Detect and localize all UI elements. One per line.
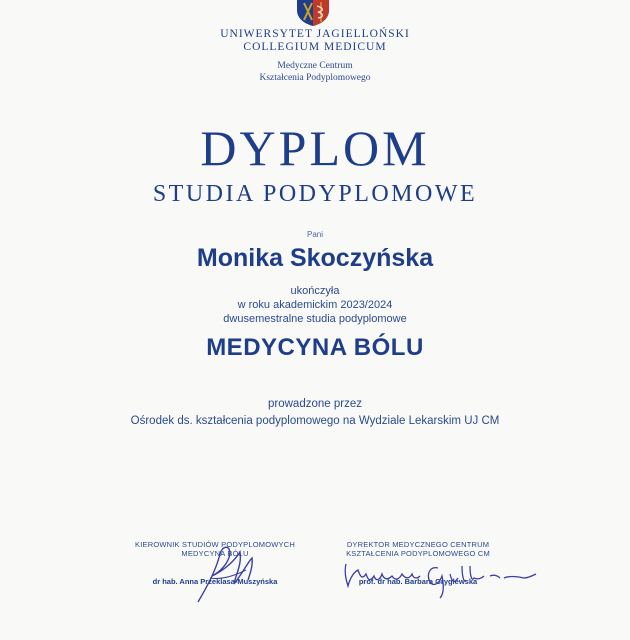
institution-name: Ośrodek ds. kształcenia podyplomowego na Wydziale Lekarskim UJ CM bbox=[130, 415, 500, 427]
study-type-text: dwusemestralne studia podyplomowe bbox=[223, 313, 407, 325]
completion-text: ukończyła bbox=[290, 285, 340, 297]
course-name: MEDYCYNA BÓLU bbox=[206, 334, 424, 361]
college-name: COLLEGIUM MEDICUM bbox=[243, 41, 387, 53]
diploma-subtitle: STUDIA PODYPLOMOWE bbox=[152, 181, 478, 207]
academic-year-text: w roku akademickim 2023/2024 bbox=[237, 299, 393, 311]
diploma-title: DYPLOM bbox=[200, 120, 430, 176]
signatory-title-line2: KSZTAŁCENIA PODYPLOMOWEGO CM bbox=[346, 549, 490, 558]
centre-name-line2: Kształcenia Podyplomowego bbox=[259, 73, 371, 83]
recipient-name: Monika Skoczyńska bbox=[196, 244, 434, 272]
handwritten-signature-left bbox=[190, 540, 270, 610]
signatory-name: dr hab. Anna Przeklasa-Muszyńska bbox=[152, 577, 278, 586]
handwritten-signature-right bbox=[340, 556, 540, 600]
university-name: UNIWERSYTET JAGIELLOŃSKI bbox=[220, 28, 410, 40]
university-crest-icon bbox=[293, 0, 333, 26]
signatory-title-line2: MEDYCYNA BÓLU bbox=[181, 549, 249, 558]
centre-name-line1: Medyczne Centrum bbox=[277, 61, 353, 71]
signatory-name: prof. dr hab. Barbara Gryglewska bbox=[358, 577, 478, 586]
salutation: Pani bbox=[306, 230, 323, 239]
signatory-title-line1: KIEROWNIK STUDIÓW PODYPLOMOWYCH bbox=[135, 540, 295, 549]
signatory-title-line1: DYREKTOR MEDYCZNEGO CENTRUM bbox=[346, 540, 490, 549]
conducted-by-text: prowadzone przez bbox=[268, 398, 362, 410]
